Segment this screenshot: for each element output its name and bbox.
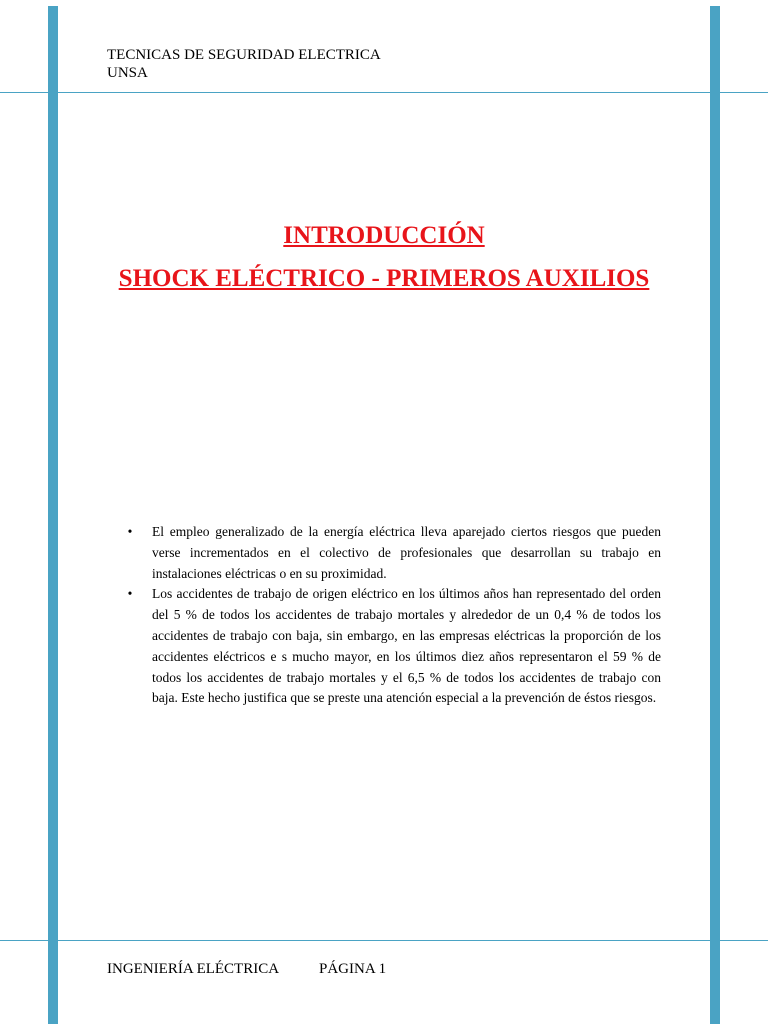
footer-divider xyxy=(0,940,768,941)
bullet-icon: • xyxy=(127,524,133,539)
list-item xyxy=(125,522,661,584)
page-title: INTRODUCCIÓN xyxy=(283,222,485,249)
page-header xyxy=(107,46,381,82)
header-divider xyxy=(0,92,768,93)
header-course-title: TECNICAS DE SEGURIDAD ELECTRICA xyxy=(107,47,381,63)
list-item-text: Los accidentes de trabajo de origen eléctrico en los últimos años han representado del orden del 5 % de todos los accidentes de trabajo mortales y alrededor de un 0,4 % de todos los accidentes de trabajo con baja, sin embargo, en las empresas eléctricas la proporción de los accidentes eléctricos e s mucho mayor, en los últimos diez años representaron el 59 % de todos los accidentes de trabajo mortales y el 6,5 % de todos los accidentes de trabajo con baja. Este hecho justifica que se preste una atención especial a la prevención de éstos riesgos. xyxy=(152,586,661,706)
right-border-bar xyxy=(710,6,720,1024)
list-item xyxy=(125,584,661,709)
list-item-text: El empleo generalizado de la energía eléctrica lleva aparejado ciertos riesgos que pueden verse incrementados en el colectivo de profesionales que desarrollan su trabajo en instalaciones eléctricas o en su proximidad. xyxy=(152,524,661,581)
footer-department: INGENIERÍA ELÉCTRICA xyxy=(107,961,279,977)
bullet-icon: • xyxy=(127,586,133,602)
page-subtitle: SHOCK ELÉCTRICO - PRIMEROS AUXILIOS xyxy=(118,265,650,292)
footer-page-number: PÁGINA 1 xyxy=(318,961,387,977)
title-block xyxy=(110,218,658,297)
page-footer xyxy=(107,959,386,979)
header-institution: UNSA xyxy=(107,65,148,81)
left-border-bar xyxy=(48,6,58,1024)
bullet-list xyxy=(125,522,661,709)
